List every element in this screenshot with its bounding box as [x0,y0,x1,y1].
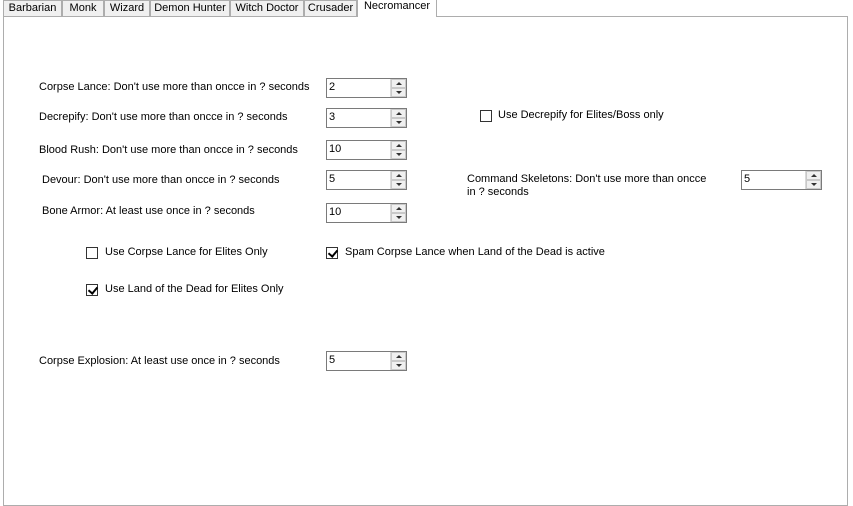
corpse-lance-elites-label[interactable]: Use Corpse Lance for Elites Only [105,246,268,258]
tab-necromancer[interactable] [357,0,437,17]
decrepify-elites-checkbox[interactable] [480,110,492,122]
corpse-lance-label: Corpse Lance: Don't use more than oncce in ? seconds [39,81,310,93]
tab-monk[interactable] [62,0,104,16]
spinner-up-icon[interactable] [391,352,406,361]
blood-rush-label: Blood Rush: Don't use more than oncce in ? seconds [39,144,298,156]
corpse-explosion-spinner[interactable] [326,351,407,371]
tab-wizard[interactable] [104,0,150,16]
tab-label: Wizard [109,2,145,14]
spinner-down-icon[interactable] [391,88,406,97]
devour-value[interactable]: 5 [329,173,336,185]
bone-armor-spinner[interactable] [326,203,407,223]
spinner-down-icon[interactable] [391,213,406,222]
corpse-explosion-value[interactable]: 5 [329,354,336,366]
command-skeletons-value[interactable]: 5 [744,173,751,185]
decrepify-elites-label[interactable]: Use Decrepify for Elites/Boss only [498,109,664,121]
spinner-buttons [390,171,406,189]
blood-rush-spinner[interactable] [326,140,407,160]
decrepify-value[interactable]: 3 [329,111,336,123]
decrepify-label: Decrepify: Don't use more than oncce in ? seconds [39,111,288,123]
bone-armor-label: Bone Armor: At least use once in ? seconds [42,205,255,217]
devour-spinner[interactable] [326,170,407,190]
spinner-buttons [390,352,406,370]
spam-corpse-lance-label[interactable]: Spam Corpse Lance when Land of the Dead is active [345,246,605,258]
spinner-buttons [390,79,406,97]
spinner-up-icon[interactable] [391,79,406,88]
tab-witch-doctor[interactable] [230,0,304,16]
tab-demon-hunter[interactable] [150,0,230,16]
corpse-lance-spinner[interactable] [326,78,407,98]
tab-crusader[interactable] [304,0,357,16]
corpse-explosion-label: Corpse Explosion: At least use once in ? seconds [39,355,280,367]
spinner-up-icon[interactable] [806,171,821,180]
spinner-up-icon[interactable] [391,141,406,150]
spam-corpse-lance-checkbox[interactable] [326,247,338,259]
tab-label: Demon Hunter [154,2,226,14]
command-skeletons-spinner[interactable] [741,170,822,190]
tab-strip [0,0,853,17]
necromancer-settings-panel [3,16,848,506]
spinner-down-icon[interactable] [391,180,406,189]
tab-label: Barbarian [8,2,57,14]
spinner-down-icon[interactable] [391,361,406,370]
land-of-dead-elites-checkbox[interactable] [86,284,98,296]
devour-label: Devour: Don't use more than oncce in ? seconds [42,174,280,186]
tab-label: Witch Doctor [235,2,299,14]
corpse-lance-value[interactable]: 2 [329,81,336,93]
blood-rush-value[interactable]: 10 [329,143,342,155]
spinner-down-icon[interactable] [391,118,406,127]
bone-armor-value[interactable]: 10 [329,206,342,218]
tab-barbarian[interactable] [3,0,62,16]
spinner-buttons [805,171,821,189]
tab-label: Necromancer [363,0,431,12]
spinner-buttons [390,141,406,159]
spinner-up-icon[interactable] [391,109,406,118]
land-of-dead-elites-label[interactable]: Use Land of the Dead for Elites Only [105,283,284,295]
corpse-lance-elites-checkbox[interactable] [86,247,98,259]
tab-label: Monk [69,2,97,14]
spinner-buttons [390,204,406,222]
decrepify-spinner[interactable] [326,108,407,128]
tab-label: Crusader [307,2,354,14]
spinner-down-icon[interactable] [806,180,821,189]
spinner-up-icon[interactable] [391,171,406,180]
command-skeletons-label: Command Skeletons: Don't use more than oncce in ? seconds [467,173,707,198]
spinner-down-icon[interactable] [391,150,406,159]
spinner-up-icon[interactable] [391,204,406,213]
spinner-buttons [390,109,406,127]
